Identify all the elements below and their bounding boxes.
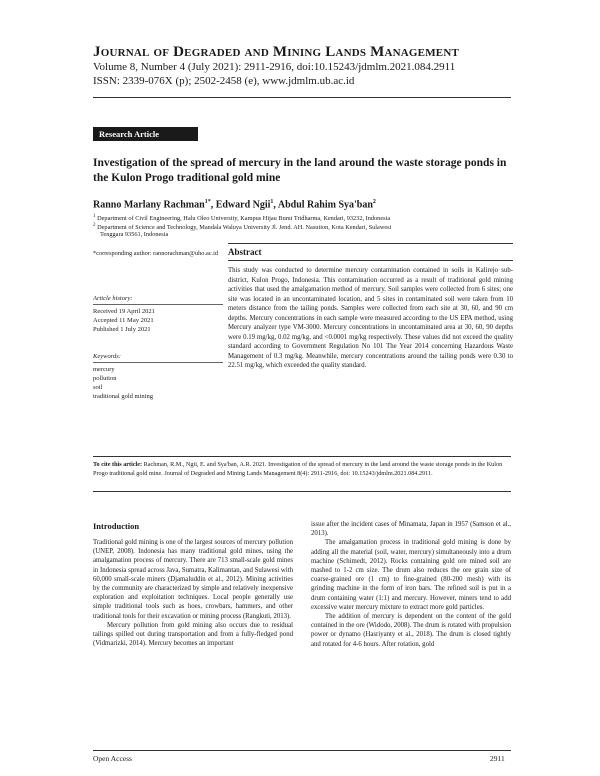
body-paragraph: The amalgamation process in traditional gold mining is done by adding all the material (soil, water, mercury) simultaneously into a drum machine (Schimedt, 2012). Rocks containing gold ore mined soil are mashed to 1-2 cm size. The drum also reduces the ore grain size of coarse-grained ore (1 cm) to fine-grained (80-200 mesh) with its grinding machine in the form of iron bars. The refined soil is put in a drum containing water (1:1) and mercury. However, miners tend to add excessive water mercury mixture to extract more gold particles. <box>311 539 511 611</box>
affiliation-2-cont: Tenggara 93561, Indonesia <box>100 231 169 238</box>
body-paragraph: The addition of mercury is dependent on the content of the gold contained in the ore (Widodo, 2008). The drum is rotated with propulsion power or dynamo (Hasriyanty et al., 2018). The drum is closed tightly and rotated for 4-6 hours. After rotation, gold <box>311 613 511 648</box>
citation-block <box>93 461 513 478</box>
author-marker: 1 <box>270 199 274 205</box>
keyword: mercury <box>93 366 115 373</box>
keyword: traditional gold mining <box>93 393 153 400</box>
author-name: Ranno Marlany Rachman <box>93 199 205 211</box>
keyword: pollution <box>93 375 117 382</box>
volume-line: Volume 8, Number 4 (July 2021): 2911-2916, doi:10.15243/jdmlm.2021.084.2911 <box>93 61 456 73</box>
keywords-heading: Keywords: <box>93 352 223 363</box>
body-column-left <box>93 520 293 648</box>
received-date: Received 19 April 2021 <box>93 308 155 315</box>
author-list: Ranno Marlany Rachman$^{1*}$, Edward Ngii$^1$, Abdul Rahim Sya'ban$^2$ <box>93 199 376 211</box>
author-name: Edward Ngii <box>215 199 271 211</box>
keyword: soil <box>93 384 103 391</box>
author-marker: 1* <box>204 199 211 205</box>
header-divider <box>93 97 511 98</box>
history-heading: Article history: <box>93 294 223 305</box>
footer-open-access: Open Access <box>93 754 132 763</box>
article-history <box>93 294 223 334</box>
accepted-date: Accepted 11 May 2021 <box>93 317 154 324</box>
abstract-body: This study was conducted to determine mercury contamination contained in soils in Kalirejo sub-district, Kulon Progo, Indonesia. This contamination occurred as a result of traditional gold mining activities that used the amalgamation method of mercury. Soil samples were collected from 6 sites; one site was located in an uncontaminated location, and 5 sites in contaminated soil were taken from 10 meters distance from the tailing ponds. Samples were collected from each site at 30, 60, and 90 cm depths. Mercury concentrations in each sample were measured according to the US EPA method, using Mercury analyzer type VM-3000. Mercury concentrations in uncontaminated area at 30, 60, 90 depths were 0.19 mg/kg, 0.02 mg/kg, and <0.0001 mg/kg respectively. These values did not exceed the quality standard according to Government Regulation No 101 The Year 2014 concerning Hazardous Waste Management of 0.3 mg/kg. Meanwhile, mercury concentrations around the tailing ponds were 0.30 to 22.51 mg/kg, which exceeded the quality standard. <box>228 267 513 369</box>
citation-rule-bottom <box>93 491 511 492</box>
article-type-badge: Research Article <box>93 127 198 141</box>
abstract-rule-bottom <box>228 260 513 261</box>
citation-rule-top <box>93 456 511 457</box>
affiliation-marker: 2 <box>93 223 96 228</box>
journal-title: Journal of Degraded and Mining Lands Management <box>93 44 460 60</box>
abstract-heading: Abstract <box>228 247 262 257</box>
body-paragraph: issue after the incident cases of Minamata, Japan in 1957 (Samson et al., 2013). <box>311 521 511 538</box>
affiliation-text: Department of Civil Engineering, Halu Oleo University, Kampus Hijau Bumi Tridharma, Kendari, 93232, Indonesia <box>97 215 391 223</box>
journal-header <box>93 44 553 88</box>
body-paragraph: Traditional gold mining is one of the largest sources of mercury pollution (UNEP, 2008). Indonesia has many traditional gold mines, using the amalgamation process of mercury. There are 713 small-scale gold mines in Indonesia spread across Java, Sumatra, Kalimantan, and Sulawesi with 60,000 small-scale miners (Djamaluddin et al., 2012). Mining activities by the community are characterized by simple and relatively inexpensive exploration and exploitation techniques. Local people generally use simple traditional tools such as hoes, crowbars, hammers, and other traditional tools for their excavation or mining process (Rangkuti, 2013). <box>93 539 293 620</box>
footer-rule <box>93 750 511 751</box>
corresponding-author: *corresponding author: rannorachman@uho.ac.id <box>93 250 219 257</box>
published-date: Published 1 July 2021 <box>93 326 151 333</box>
body-column-right <box>311 520 511 649</box>
citation-label: To cite this article: <box>93 461 143 468</box>
author-name: Abdul Rahim Sya'ban <box>277 199 373 211</box>
abstract-rule <box>228 243 513 244</box>
issn-line: ISSN: 2339-076X (p); 2502-2458 (e), www.jdmlm.ub.ac.id <box>93 75 355 87</box>
page-number: 2911 <box>490 754 505 763</box>
affiliation-text: Department of Science and Technology, Mandala Waluya University Jl. Jend. AH. Nasution, Kota Kendari, Sulawesi <box>97 224 392 232</box>
article-title: Investigation of the spread of mercury in the land around the waste storage ponds in the Kulon Progo traditional gold mine <box>93 157 507 184</box>
citation-text: Rachman, R.M., Ngii, E. and Sya'ban, A.R. 2021. Investigation of the spread of mercury in the land around the waste storage ponds in the Kulon Progo traditional gold mine. Journal of Degraded and Mining Lands Management 8(4): 2911-2916, doi: 10.15243/jdmlm.2021.084.2911. <box>93 461 503 477</box>
section-heading: Introduction <box>93 521 140 531</box>
body-paragraph: Mercury pollution from gold mining also occurs due to residual tailings spilled out during transportation and from a fully-fledged pond (Vidmarizki, 2014). Mercury becomes an important <box>93 621 293 648</box>
affiliation-marker: 1 <box>93 214 96 219</box>
author-marker: 2 <box>372 199 376 205</box>
keywords-box <box>93 352 223 401</box>
